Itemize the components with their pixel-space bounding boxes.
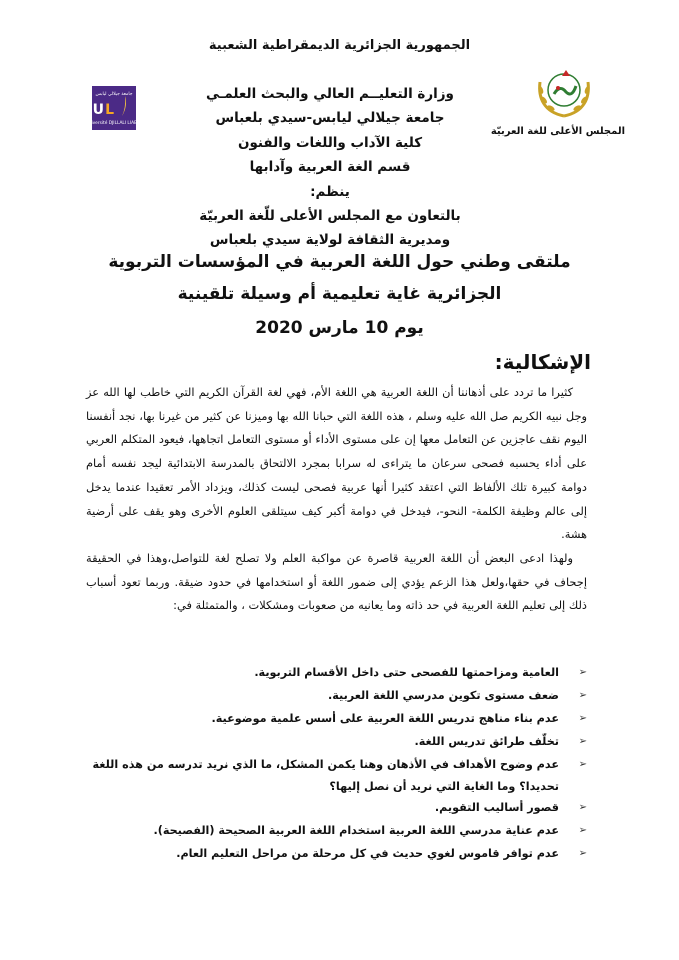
check-arrow-icon: ➢: [578, 690, 587, 701]
issues-list: [86, 662, 587, 866]
paragraph: كثيرا ما تردد على أذهاننا أن اللغة العربية هي اللغة الأم، فهي لغة القرآن الكريم التي خاطب لها الله عز وجل نبيه الكريم صل الله عليه وسلم ، هذه اللغة التي حبانا الله بها وميزنا عن كثير من غيرنا بها، نجد أنفسنا اليوم نقف عاجزين عن التعامل معها إن على مستوى الأداء أو مستوى التعامل اتجاهها، فيعود المتكلم العربي على أداء يحسبه فصحى سرعان ما يتراءى له سرابا بمجرد الالتحاق بالمدرسة الابتدائية ليجد نفسه أمام دوامة كبيرة تلك الألفاظ التي اعتقد كثيرا أنها عربية فصحى ليست كذلك، ويزداد الأمر تعقيدا عندما يدخل إلى عالم وظيفة الكلمة- النحو-، فيدخل في دوامة أكبر كيف سيتلقى العلوم الأخرى وهو يقف على أرضية هشة.: [86, 385, 587, 542]
paragraph: ولهذا ادعى البعض أن اللغة العربية قاصرة عن مواكبة العلم ولا تصلح لغة للتواصل،وهذا في الحقيقة إجحاف في حقها،ولعل هذا الزعم يؤدي إلى ضمور اللغة أو استخدامها في حدود ضيقة. وربما تعود أسباب ذلك إلى تعليم اللغة العربية في حد ذاته وما يعانيه من صعوبات ومشكلات ، والمتمثلة في:: [86, 550, 587, 613]
university-line: جامعة جيلالي ليابس-سيدي بلعباس: [215, 110, 445, 127]
list-item: [86, 685, 587, 708]
list-item: [86, 797, 587, 820]
list-item: [86, 820, 587, 843]
list-item-text: تخلّف طرائق تدريس اللغة.: [414, 735, 559, 748]
directorate-line: ومديرية الثقافة لولاية سيدي بلعباس: [209, 232, 451, 249]
university-arabic-name: جامعة جيلالي ليابس: [95, 92, 133, 97]
check-arrow-icon: ➢: [578, 667, 587, 678]
conference-title-line1: ملتقى وطني حول اللغة العربية في المؤسسات التربوية: [108, 252, 571, 272]
list-item: [86, 662, 587, 685]
cooperation-line: بالتعاون مع المجلس الأعلى للّغة العربيّة: [199, 207, 461, 224]
list-item-text: العامية ومزاحمتها للفصحى حتى داخل الأقسام التربوية.: [254, 666, 559, 679]
faculty-line: كلية الآداب واللغات والفنون: [237, 134, 423, 151]
ministry-line: وزارة التعليــم العالي والبحث العلمـي: [206, 86, 454, 102]
department-line: قسم الغة العربية وآدابها: [249, 159, 411, 176]
list-item-text: عدم عناية مدرسي اللغة العربية استخدام اللغة العربية الصحيحة (الفصيحة).: [153, 824, 559, 838]
check-arrow-icon: ➢: [578, 825, 587, 837]
list-item-text: عدم بناء مناهج تدريس اللغة العربية على أسس علمية موضوعية.: [211, 712, 559, 725]
list-item: [86, 708, 587, 731]
list-item: [86, 843, 587, 866]
list-item-text: ضعف مستوى تكوين مدرسي اللغة العربية.: [327, 689, 559, 702]
check-arrow-icon: ➢: [578, 736, 587, 747]
list-item: [86, 754, 587, 797]
problem-statement: [86, 381, 587, 618]
organizes-line: ينظم:: [310, 183, 350, 200]
council-caption: المجلس الأعلى للغة العربيّة: [490, 126, 625, 137]
svg-text:L: L: [105, 102, 114, 118]
list-item-text: قصور أساليب التقويم.: [434, 801, 559, 815]
council-logo: [532, 60, 596, 122]
list-item-text: عدم وضوح الأهداف في الأذهان وهنا يكمن المشكل، ما الذي نريد تدرسه من هذه اللغة تحديدا؟ وما الغاية التي نريد أن نصل إليها؟: [92, 758, 559, 793]
check-arrow-icon: ➢: [578, 759, 587, 770]
university-latin-name: Université DJILLALI LIABES: [85, 121, 143, 126]
organizer-lines: [130, 82, 530, 253]
check-arrow-icon: ➢: [578, 802, 587, 814]
list-item: [86, 731, 587, 754]
section-title: الإشكالية:: [494, 350, 591, 374]
check-arrow-icon: ➢: [578, 848, 587, 860]
check-arrow-icon: ➢: [578, 713, 587, 724]
conference-title-line2: الجزائرية غاية تعليمية أم وسيلة تلقينية: [177, 284, 502, 304]
svg-text:U: U: [92, 102, 104, 118]
conference-date: يوم 10 مارس 2020: [255, 318, 424, 338]
republic-heading: الجمهورية الجزائرية الديمقراطية الشعبية: [208, 38, 471, 53]
list-item-text: عدم توافر قاموس لغوي حديث في كل مرحلة من مراحل التعليم العام.: [176, 847, 559, 861]
